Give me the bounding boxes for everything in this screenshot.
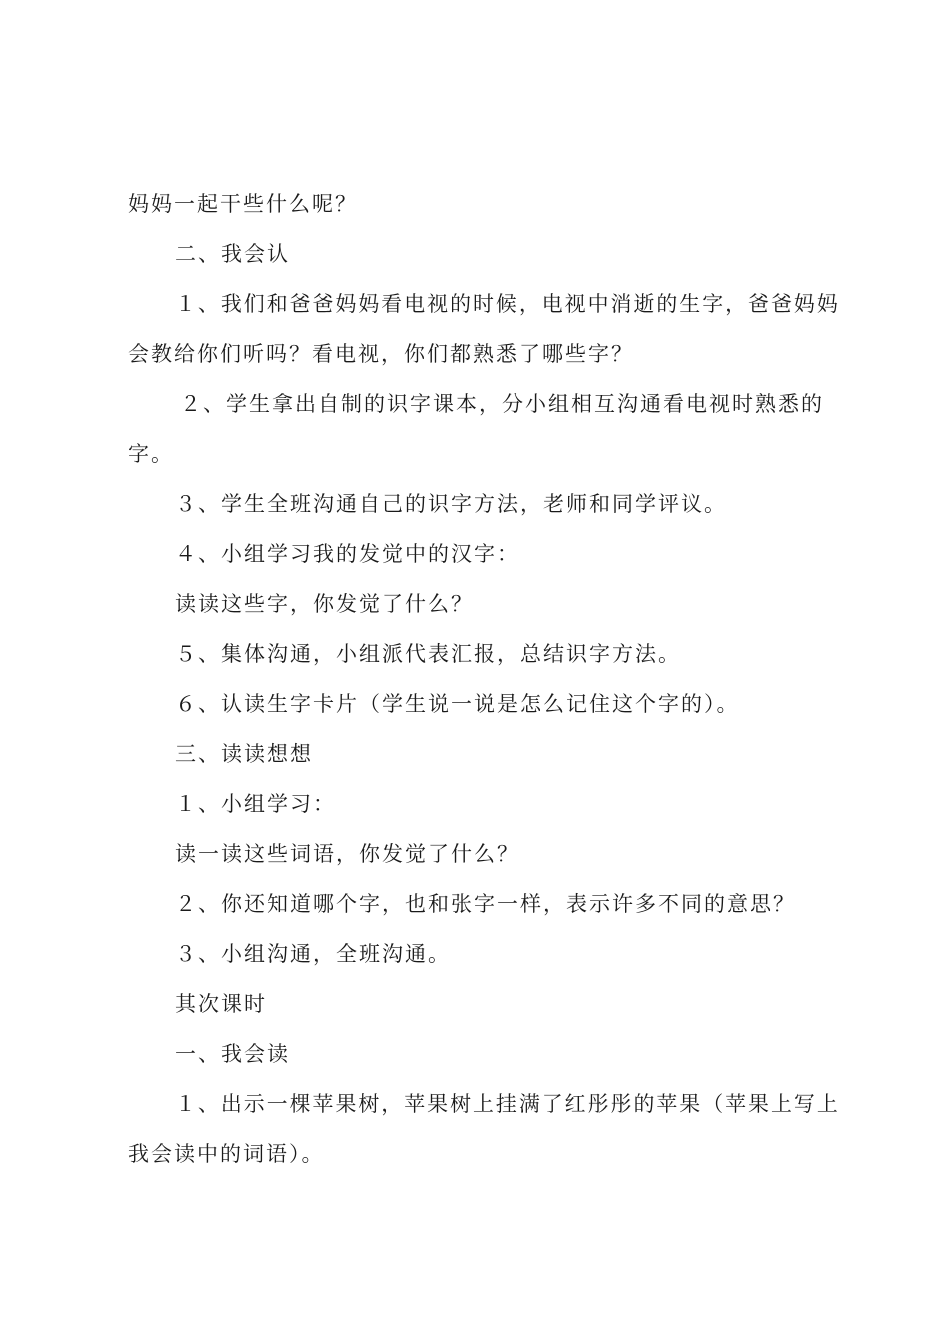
text-line: 我会读中的词语）。 — [128, 1142, 325, 1166]
text-line: １、出示一棵苹果树，苹果树上挂满了红彤彤的苹果（苹果上写上 — [175, 1092, 840, 1116]
text-line: 妈妈一起干些什么呢？ — [128, 192, 358, 216]
text-line: ３、学生全班沟通自己的识字方法，老师和同学评议。 — [175, 492, 727, 516]
section-heading: 其次课时 — [175, 992, 267, 1016]
text-line: ３、小组沟通，全班沟通。 — [175, 942, 451, 966]
section-heading: 三、读读想想 — [175, 742, 313, 766]
text-line: 会教给你们听吗？看电视，你们都熟悉了哪些字？ — [128, 342, 634, 366]
text-line: 读一读这些词语，你发觉了什么？ — [175, 842, 520, 866]
text-line: ２、学生拿出自制的识字课本，分小组相互沟通看电视时熟悉的 — [180, 392, 824, 416]
section-heading: 一、我会读 — [175, 1042, 290, 1066]
text-line: １、我们和爸爸妈妈看电视的时候，电视中消逝的生字，爸爸妈妈 — [175, 292, 840, 316]
text-line: ５、集体沟通，小组派代表汇报，总结识字方法。 — [175, 642, 681, 666]
text-line: ４、小组学习我的发觉中的汉字： — [175, 542, 520, 566]
text-line: ２、你还知道哪个字，也和张字一样，表示许多不同的意思？ — [175, 892, 796, 916]
text-line: １、小组学习： — [175, 792, 336, 816]
text-line: 字。 — [128, 442, 174, 466]
text-line: ６、认读生字卡片（学生说一说是怎么记住这个字的）。 — [175, 692, 740, 716]
section-heading: 二、我会认 — [175, 242, 290, 266]
text-line: 读读这些字，你发觉了什么？ — [175, 592, 474, 616]
